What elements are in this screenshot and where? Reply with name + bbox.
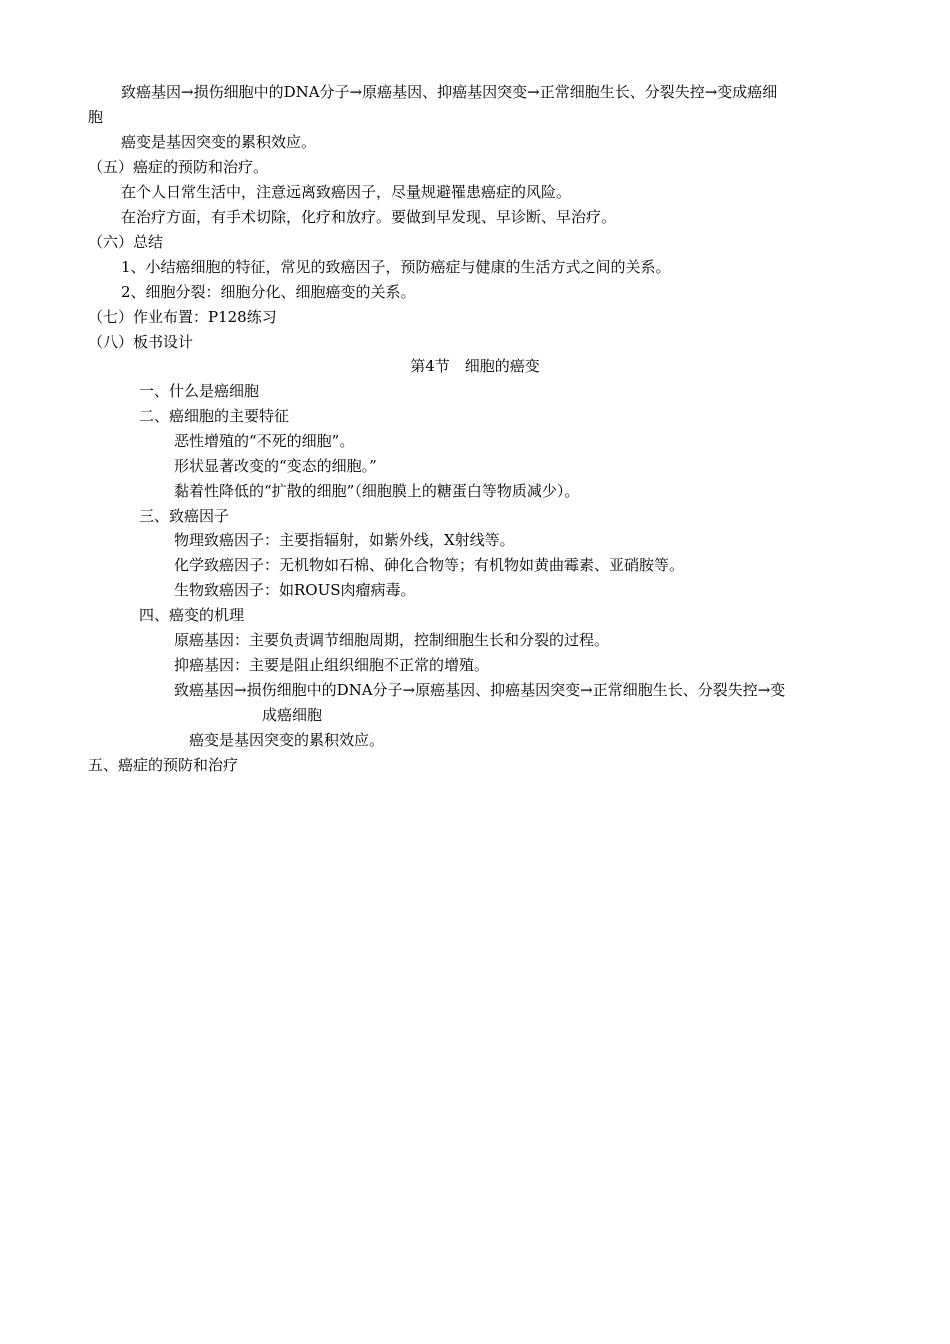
section-7-heading: （七）作业布置：P128练习 [88, 308, 277, 326]
board-chain-line1: 致癌基因→损伤细胞中的DNA分子→原癌基因、抑癌基因突变→正常细胞生长、分裂失控→变 [174, 681, 786, 699]
board-mechanism-2: 抑癌基因：主要是阻止组织细胞不正常的增殖。 [174, 656, 490, 674]
board-heading-1: 一、什么是癌细胞 [139, 382, 260, 400]
board-feature-2: 形状显著改变的“变态的细胞。” [174, 457, 377, 475]
board-title: 第4节 细胞的癌变 [410, 357, 540, 375]
section-5-paragraph-1: 在个人日常生活中，注意远离致癌因子，尽量规避罹患癌症的风险。 [121, 183, 572, 201]
chain-text-line1: 致癌基因→损伤细胞中的DNA分子→原癌基因、抑癌基因突变→正常细胞生长、分裂失控→变成癌细 [121, 83, 778, 101]
section-5-heading: （五）癌症的预防和治疗。 [88, 158, 269, 176]
board-chain-line2: 成癌细胞 [262, 706, 323, 724]
board-feature-3: 黏着性降低的“扩散的细胞”（细胞膜上的糖蛋白等物质减少）。 [174, 482, 580, 500]
chain-text-line2: 胞 [88, 108, 104, 126]
board-factor-3: 生物致癌因子：如ROUS肉瘤病毒。 [174, 581, 416, 599]
section-6-item-2: 2、细胞分裂：细胞分化、细胞癌变的关系。 [121, 283, 416, 301]
board-factor-2: 化学致癌因子：无机物如石棉、砷化合物等；有机物如黄曲霉素、亚硝胺等。 [174, 556, 685, 574]
board-heading-2: 二、癌细胞的主要特征 [139, 407, 290, 425]
board-heading-4: 四、癌变的机理 [139, 606, 245, 624]
board-mechanism-1: 原癌基因：主要负责调节细胞周期，控制细胞生长和分裂的过程。 [174, 631, 610, 649]
board-heading-3: 三、致癌因子 [139, 507, 230, 525]
board-feature-1: 恶性增殖的“不死的细胞”。 [174, 432, 355, 450]
section-8-heading: （八）板书设计 [88, 333, 194, 351]
section-6-item-1: 1、小结癌细胞的特征，常见的致癌因子，预防癌症与健康的生活方式之间的关系。 [121, 258, 671, 276]
cumulative-effect-text: 癌变是基因突变的累积效应。 [121, 133, 317, 151]
section-6-heading: （六）总结 [88, 233, 164, 251]
board-heading-5: 五、癌症的预防和治疗 [88, 756, 239, 774]
board-summary: 癌变是基因突变的累积效应。 [189, 731, 385, 749]
board-factor-1: 物理致癌因子：主要指辐射，如紫外线，X射线等。 [174, 531, 515, 549]
section-5-paragraph-2: 在治疗方面，有手术切除，化疗和放疗。要做到早发现、早诊断、早治疗。 [121, 208, 617, 226]
